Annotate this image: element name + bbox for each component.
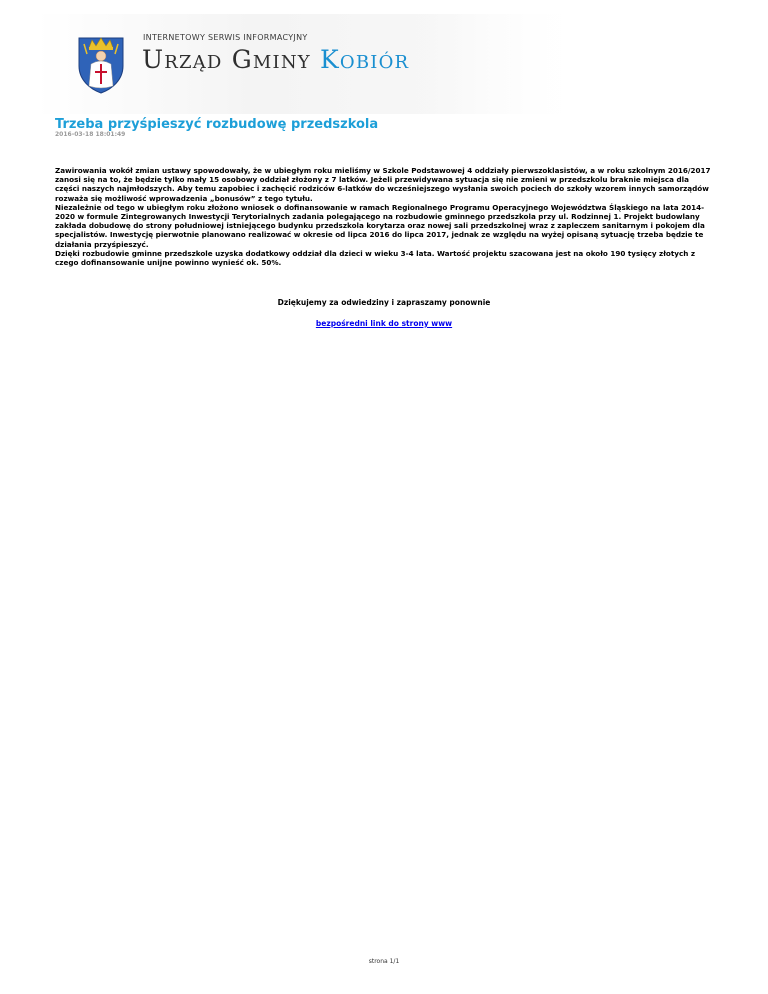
site-subtitle: INTERNETOWY SERWIS INFORMACYJNY — [143, 33, 308, 42]
direct-link[interactable]: bezpośredni link do strony www — [315, 319, 453, 328]
page-number: strona 1/1 — [368, 958, 400, 965]
site-title-main: Urząd Gminy — [142, 45, 320, 74]
article-paragraph: Niezależnie od tego w ubiegłym roku złożono wniosek o dofinansowanie w ramach Regionalnego Programu Operacyjnego Województwa Śląskiego na lata 2014-2020 w formule Zintegrowanych Inwestycji Terytorialnych zadania polegającego na rozbudowie gminnego przedszkola przy ul. Rodzinnej 1. Projekt budowlany zakłada dobudowę do strony południowej istniejącego budynku przedszkola korytarza oraz nowej sali przedszkolnej wraz z zapleczem sanitarnym i pokojem dla specjalistów. Inwestycję pierwotnie planowano realizować w okresie od lipca 2016 do lipca 2017, jednak ze względu na wyżej opisaną sytuację trzeba będzie te działania przyśpieszyć. — [55, 202, 705, 249]
article-paragraph: Dzięki rozbudowie gminne przedszkole uzyska dodatkowy oddział dla dzieci w wieku 3-4 lata. Wartość projektu szacowana jest na około 190 tysięcy złotych z czego dofinansowanie unijne powinno wynieść ok. 50%. — [55, 248, 696, 268]
article-body — [55, 166, 715, 267]
article-date: 2016-03-18 18:01:49 — [55, 131, 126, 138]
article-paragraph: Zawirowania wokół zmian ustawy spowodowały, że w ubiegłym roku mieliśmy w Szkole Podstawowej 4 oddziały pierwszoklasistów, a w roku szkolnym 2016/2017 zanosi się na to, że będzie tylko mały 15 osobowy oddział złożony z 7 latków. Jeżeli przewidywana sytuacja się nie zmieni w przedszkolu braknie miejsca dla części naszych najmłodszych. Aby temu zapobiec i zachęcić rodziców 6-latków do wcześniejszego wysłania swoich pociech do szkoły wzorem innych samorządów rozważa się możliwość wprowadzenia „bonusów” z tego tytułu. — [55, 166, 711, 203]
site-title — [142, 45, 409, 74]
coat-of-arms-logo — [76, 34, 126, 94]
thanks-message: Dziękujemy za odwiedziny i zapraszamy ponownie — [277, 298, 491, 307]
article-title: Trzeba przyśpieszyć rozbudowę przedszkola — [55, 117, 379, 132]
direct-link-container — [0, 319, 768, 328]
site-title-accent: Kobiór — [320, 45, 410, 74]
